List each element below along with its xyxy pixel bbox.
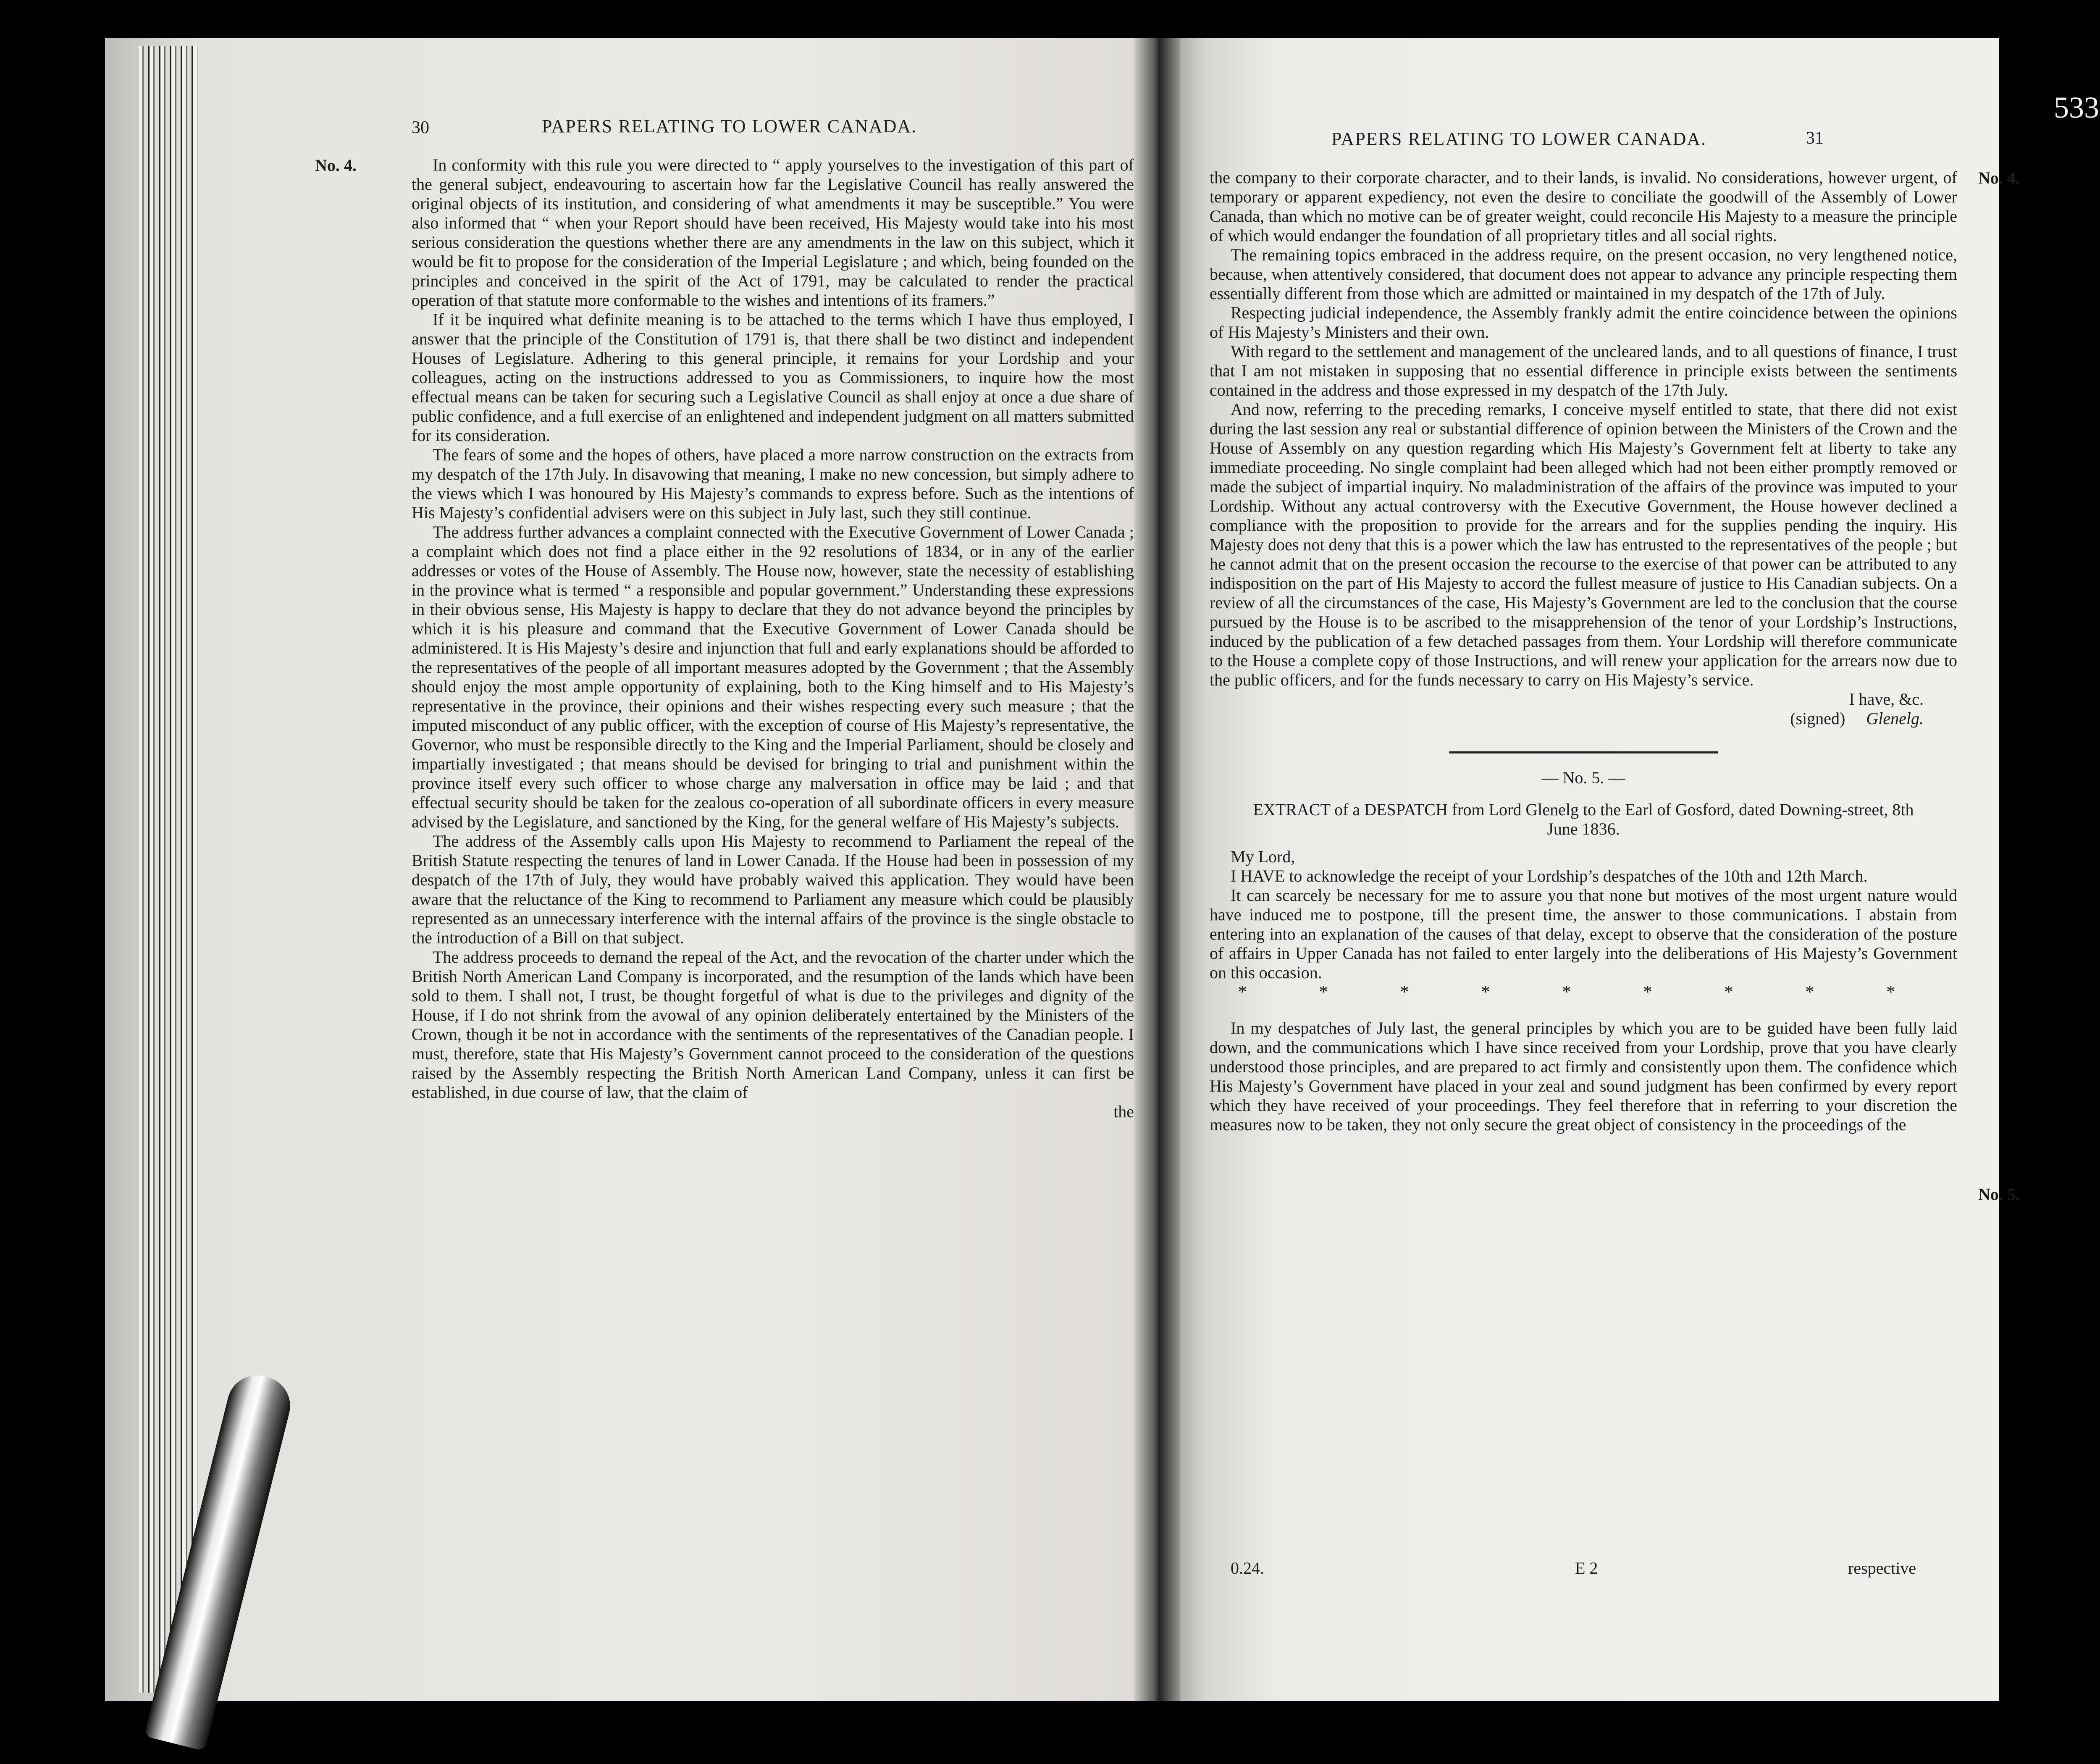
running-header: PAPERS RELATING TO LOWER CANADA. bbox=[1331, 129, 1707, 149]
paragraph: In my despatches of July last, the general principles by which you are to be guided have been fully laid down, and the communications which I have since received from your Lordship, prove that you have clearly understood those principles, and are prepared to act firmly and consistently upon them. The confidence which His Majesty’s Government have placed in your zeal and sound judgment has been confirmed by every report which they have received of your proceedings. They feel therefore that in referring to your discretion the measures now to be taken, they not only secure the great object of consistency in the proceedings of the bbox=[1210, 1018, 1957, 1134]
paragraph: The address proceeds to demand the repeal of the Act, and the revocation of the charter under which the British North American Land Company is incorporated, and the resumption of the lands which have been sold to them. I shall not, I trust, be thought forgetful of what is due to the privileges and dignity of the House, if I do not shrink from the avowal of any opinion deliberately entertained by the Ministers of the Crown, though it be not in accordance with the sentiments of the representatives of the Canadian people. I must, therefore, state that His Majesty’s Government cannot proceed to the consideration of the questions raised by the Assembly respecting the British North American Land Company, unless it can first be established, in due course of law, that the claim of bbox=[412, 948, 1134, 1102]
right-page bbox=[1155, 38, 2020, 1701]
paragraph: In conformity with this rule you were directed to “ apply yourselves to the investigation of this part of the general subject, endeavouring to ascertain how far the Legislative Council has really answered the original objects of its institution, and considering of what amendments it may be susceptible.” You were also informed that “ when your Report should have been received, His Majesty would take into his most serious consideration the questions whether there are any amendments in the law on this subject, which it would be fit to propose for the consideration of the Imperial Legislature ; and which, being founded on the principles and conceived in the spirit of the Act of 1791, may be calculated to render the practical operation of that statute more conformable to the wishes and intentions of its framers.” bbox=[412, 155, 1134, 310]
margin-number: No. 4. bbox=[1978, 168, 2020, 187]
paragraph: It can scarcely be necessary for me to assure you that none but motives of the most urgent nature would have induced me to postpone, till the present time, the answer to those communications. I abstain from entering into an explanation of the causes of that delay, except to observe that the consideration of the posture of affairs in Upper Canada has not failed to enter largely into the deliberations of His Majesty’s Government on this occasion. bbox=[1210, 886, 1957, 982]
left-text-column bbox=[412, 155, 1134, 1121]
page-number: 30 bbox=[412, 118, 429, 137]
signature: Glenelg. bbox=[1866, 709, 1924, 728]
paragraph: the company to their corporate character, and to their lands, is invalid. No considerations, however urgent, of temporary or apparent expediency, not even the desire to conciliate the goodwill of the Assembly of Lower Canada, than which no motive can be of greater weight, could reconcile His Majesty to a measure the principle of which would endanger the foundation of all proprietary titles and all social rights. bbox=[1210, 168, 1957, 245]
paragraph: Respecting judicial independence, the Assembly frankly admit the entire coincidence between the opinions of His Majesty’s Ministers and their own. bbox=[1210, 303, 1957, 341]
extract-title: EXTRACT of a DESPATCH from Lord Glenelg to the Earl of Gosford, dated Downing-street, 8th June 1836. bbox=[1253, 800, 1914, 838]
running-header: PAPERS RELATING TO LOWER CANADA. bbox=[542, 116, 917, 136]
salutation: My Lord, bbox=[1231, 847, 1295, 866]
margin-number: No. 5. bbox=[1978, 1185, 2020, 1204]
paragraph: If it be inquired what definite meaning is to be attached to the terms which I have thus employed, I answer that the principle of the Constitution of 1791 is, that there shall be two distinct and independent Houses of Legislature. Adhering to this general principle, it remains for your Lordship and your colleagues, acting on the instructions addressed to you as Commissioners, to inquire how the most effectual means can be taken for securing such a Legislative Council as shall enjoy at once a due share of public confidence, and a full exercise of an enlightened and independent judgment on all matters submitted for its consideration. bbox=[412, 310, 1134, 445]
paragraph: The remaining topics embraced in the address require, on the present occasion, no very lengthened notice, because, when attentively considered, that document does not appear to advance any principle respecting them essentially different from those which are admitted or maintained in my despatch of the 17th of July. bbox=[1210, 245, 1957, 303]
paragraph: I HAVE to acknowledge the receipt of your Lordship’s despatches of the 10th and 12th March. bbox=[1231, 866, 1868, 885]
signed-label: (signed) bbox=[1790, 709, 1845, 728]
paragraph: With regard to the settlement and management of the uncleared lands, and to all questions of finance, I trust that I am not mistaken in supposing that no essential difference in principle exists between the sentiments contained in the address and those expressed in my despatch of the 17th July. bbox=[1210, 342, 1957, 399]
page-number: 31 bbox=[1806, 129, 1824, 148]
footer-gathering-mark: E 2 bbox=[1575, 1559, 1598, 1578]
page-edges bbox=[139, 46, 197, 1693]
paragraph: The address further advances a complaint connected with the Executive Government of Lower Canada ; a complaint which does not find a place either in the 92 resolutions of 1834, or in any of the earlier addresses or votes of the House of Assembly. The House now, however, state the necessity of establishing in the province what is termed “ a responsible and popular government.” Understanding these expressions in their obvious sense, His Majesty is happy to declare that they do not advance beyond the principles by which it is his pleasure and command that the Executive Government of Lower Canada should be administered. It is His Majesty’s desire and injunction that full and early explanations should be afforded to the representatives of the people of all important measures adopted by the Government ; that the Assembly should enjoy the most ample opportunity of explaining, both to the King himself and to His Majesty’s representative in the province, their opinions and their wishes respecting every such measure ; that the imputed misconduct of any public officer, with the exception of course of His Majesty’s representative, the Governor, who must be responsible directly to the King and the Imperial Parliament, should be closely and impartially investigated ; that means should be devised for bringing to trial and punishment within the province itself every such officer to whose charge any malversation in office may be laid ; and that effectual security should be taken for the zealous co-operation of all subordinate officers in every measure advised by the Legislature, and sanctioned by the King, for the general welfare of His Majesty’s subjects. bbox=[412, 522, 1134, 831]
section-heading: — No. 5. — bbox=[1541, 768, 1625, 787]
signature-line bbox=[1210, 709, 1957, 728]
paragraph: The fears of some and the hopes of others, have placed a more narrow construction on the extracts from my despatch of the 17th July. In disavowing that meaning, I make no new concession, but simply adhere to the views which I was honoured by His Majesty’s commands to express before. Such as the intentions of His Majesty’s confidential advisers were on this subject in July last, such they still continue. bbox=[412, 445, 1134, 522]
right-text-column bbox=[1210, 168, 1957, 1134]
closing-line: I have, &c. bbox=[1849, 690, 1924, 709]
catchword: respective bbox=[1848, 1559, 1916, 1578]
margin-number: No. 4. bbox=[315, 156, 357, 175]
paragraph: The address of the Assembly calls upon His Majesty to recommend to Parliament the repeal of the British Statute respecting the tenures of land in Lower Canada. If the House had been in possession of my despatch of the 17th of July, they would have probably waived this application. They would have been aware that the reluctance of the King to recommend to Parliament any measure which could be plausibly represented as an unnecessary interference with the internal affairs of the province is the single obstacle to the introduction of a Bill on that subject. bbox=[412, 832, 1134, 947]
paragraph: And now, referring to the preceding remarks, I conceive myself entitled to state, that there did not exist during the last session any real or substantial difference of opinion between the Ministers of the Crown and the House of Assembly on any question regarding which His Majesty’s Government felt at liberty to take any immediate proceeding. No single complaint had been alleged which had not been either promptly removed or made the subject of impartial inquiry. No maladministration of the affairs of the province was imputed to your Lordship. Without any actual controversy with the Executive Government, the House however declined a compliance with the proposition to provide for the arrears and for the supplies pending the inquiry. His Majesty does not deny that this is a power which the law has entrusted to the representatives of the people ; but he cannot admit that on the present occasion the recourse to the exercise of that power can be attributed to any indisposition on the part of His Majesty to accord the fullest measure of justice to His Canadian subjects. On a review of all the circumstances of the case, His Majesty’s Government are led to the conclusion that the course pursued by the House is to be ascribed to the misapprehension of the tenor of your Lordship’s Instructions, induced by the publication of a few detached passages from them. Your Lordship will therefore communicate to the House a complete copy of those Instructions, and will renew your application for the arrears now due to the public officers, and for the funds necessary to carry on His Majesty’s service. bbox=[1210, 400, 1957, 689]
ellipsis-stars: * * * * * * * * * bbox=[1238, 982, 1929, 1002]
book-gutter bbox=[1134, 38, 1180, 1701]
footer-signature-mark: 0.24. bbox=[1231, 1559, 1264, 1578]
catchword: the bbox=[1113, 1102, 1134, 1121]
frame-number: 533 bbox=[2054, 91, 2099, 124]
